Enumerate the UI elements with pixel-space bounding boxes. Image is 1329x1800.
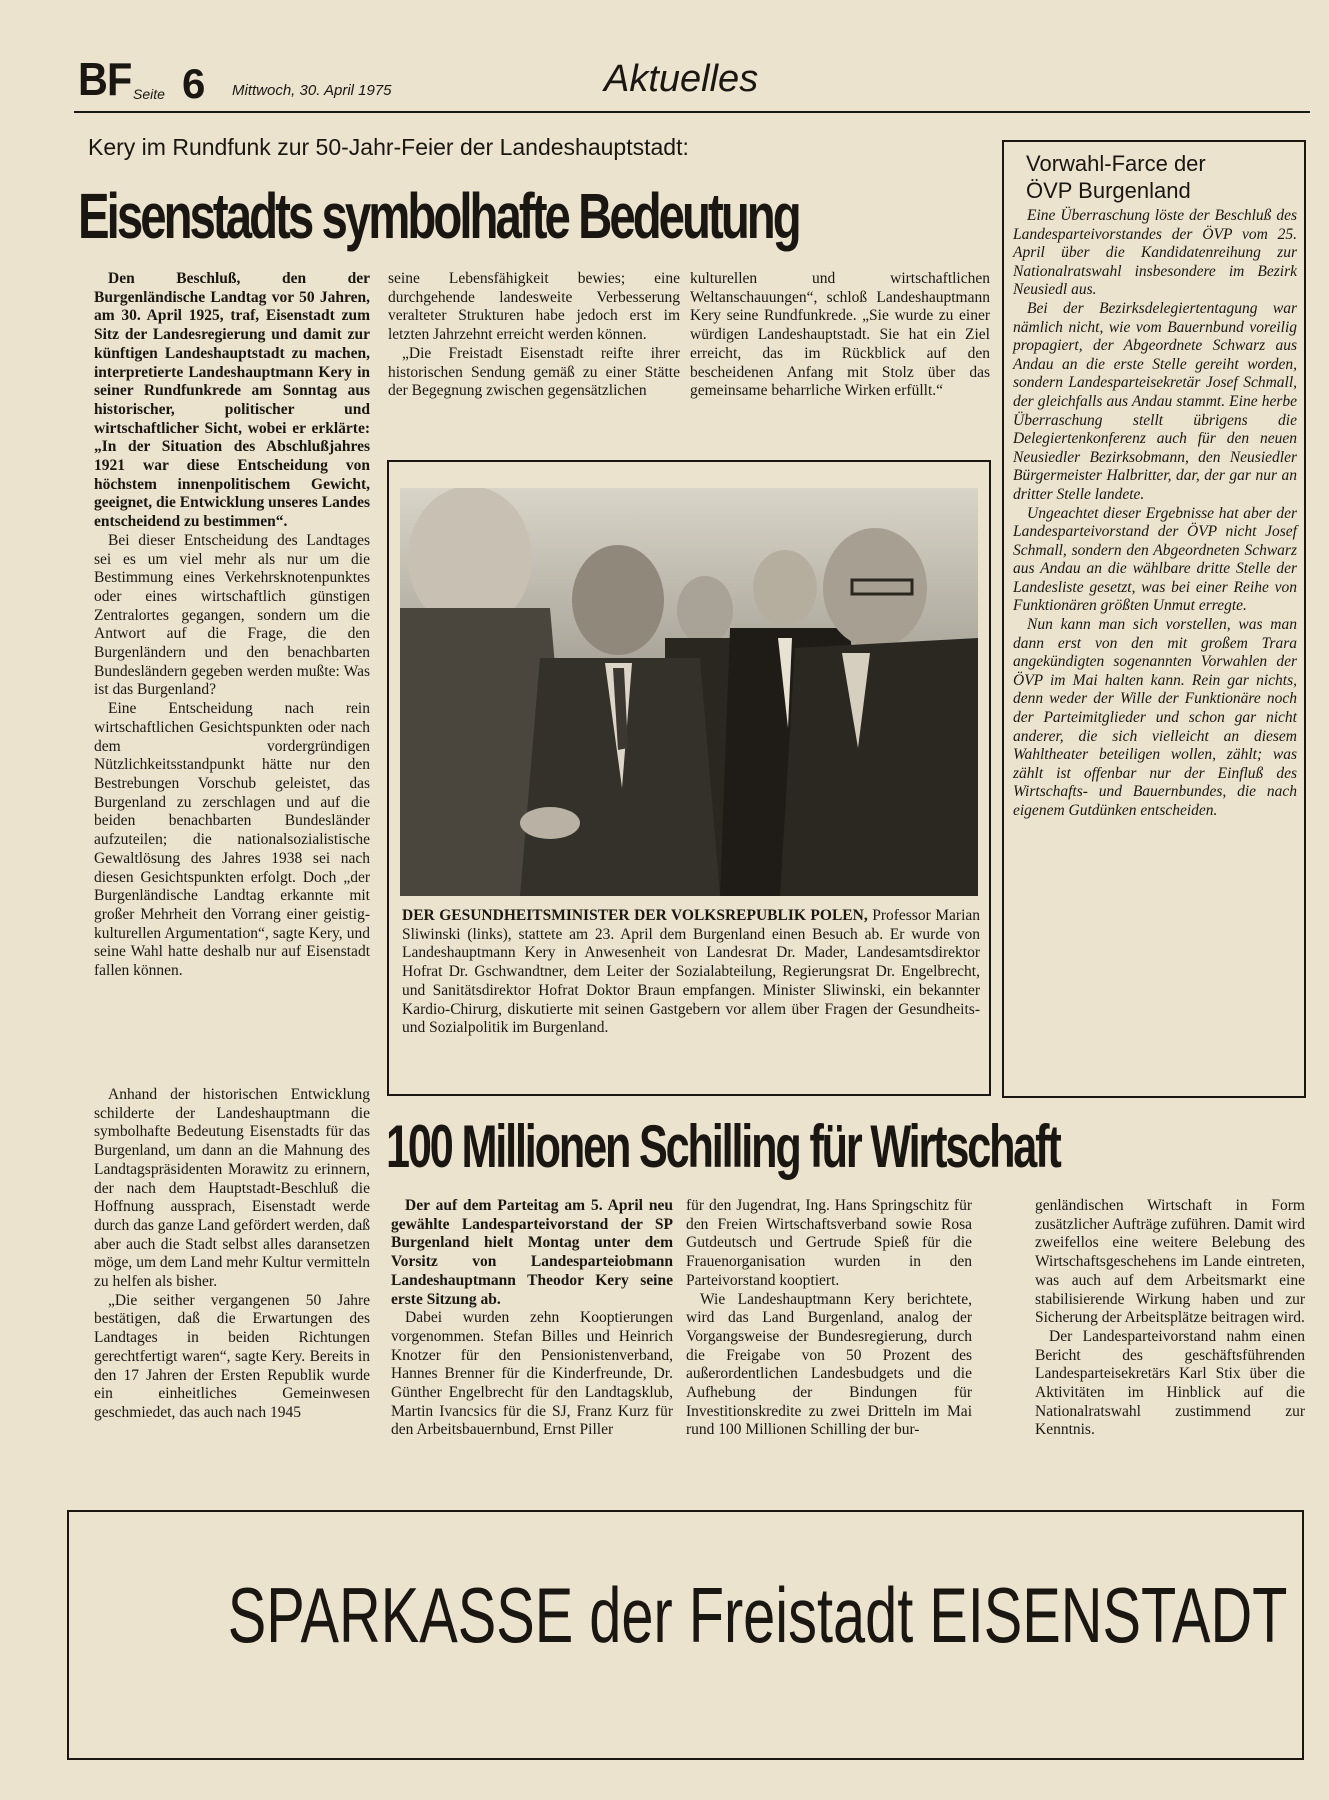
sidebar-body [1013, 207, 1297, 821]
article1-column-2 [388, 270, 680, 401]
article1-lead: Den Beschluß, den der Burgenländische Landtag vor 50 Jahren, am 30. April 1925, traf, Eisenstadt zum Sitz der Landesregierung und damit zur künftigen Landeshauptstadt zu machen, interpretierte Landeshauptmann Kery in seiner Rundfunkrede am Sonntag aus historischer, politischer und wirtschaftlicher Sicht, wobei er erklärte: „In der Situation des Abschlußjahres 1921 war diese Entscheidung von höchstem innenpolitischem Gewicht, geeignet, die Entwicklung unseres Landes entscheidend zu bestimmen“. [94, 270, 370, 531]
sidebar-paragraph: Bei der Bezirksdelegiertentagung war nämlich nicht, wie vom Bauernbund voreilig propagiert, der Abgeordnete Schwarz aus Andau an die erste Stelle gereiht worden, sondern Landesparteisekretär Josef Schmall, der gleichfalls aus Andau stammt. Eine herbe Überraschung stellt übrigens die Delegiertenkonferenz auch für den neuen Neusiedler Bezirksobmann, den Neusiedler Bürgermeister Halbritter, dar, der gar nur an dritter Stelle landete. [1013, 299, 1297, 503]
advertisement-text: SPARKASSE der Freistadt EISENSTADT [227, 1571, 1288, 1659]
article1-paragraph: Anhand der historischen Entwicklung schilderte der Landeshauptmann die symbolhafte Bedeutung Eisenstadts für das Burgenland, um dann an die Mahnung des Landtagspräsidenten Morawitz zu erinnern, der nach dem Hauptstadt-Beschluß die Hoffnung aussprach, Eisenstadt werde durch das ganze Land gefördert werden, daß aber auch die Stadt selbst alles daransetzen möge, um dem Land mehr Kultur vermitteln zu helfen als bisher. [94, 1086, 370, 1291]
article2-column-3 [1035, 1197, 1305, 1440]
article2-paragraph: Der Landesparteivorstand nahm einen Bericht des geschäftsführenden Landesparteisekretärs Karl Stix über die Aktivitäten im Hinblick auf die Nationalratswahl zustimmend zur Kenntnis. [1035, 1327, 1305, 1439]
article1-paragraph: Eine Entscheidung nach rein wirtschaftlichen Gesichtspunkten oder nach dem vordergründigen Nützlichkeitsstandpunkt hätte nur den Bestrebungen Vorschub geleistet, das Burgenland zu zerschlagen und auf die beiden benachbarten Bundesländer aufzuteilen; die nationalsozialistische Gewaltlösung des Jahres 1938 sei nach diesen Gesichtspunkten erfolgt. Doch „der Burgenländische Landtag erkannte mit großer Mehrheit den Vorrang einer geistig-kulturellen Argumentation“, sagte Kery, und seine Wahl hatte deshalb nur auf Eisenstadt fallen können. [94, 700, 370, 980]
article1-paragraph: kulturellen und wirtschaftlichen Weltanschauungen“, schloß Landeshauptmann Kery seine Rundfunkrede. „Sie wurde zu einer würdigen Landeshauptstadt. Sie hat ein Ziel erreicht, das im Rückblick auf den bescheidenen Anfang mit Stolz über das gemeinsame beharrliche Wirken erfüllt.“ [690, 270, 990, 400]
article1-paragraph: Bei dieser Entscheidung des Landtages sei es um viel mehr als nur um die Bestimmung eines Verkehrsknotenpunktes oder eines wirtschaftlich günstigen Zentralortes gegangen, sondern um die Antwort auf die Frage, die den Burgenländern und den benachbarten Bundesländern gegeben werden mußte: Was ist das Burgenland? [94, 531, 370, 699]
article1-paragraph: seine Lebensfähigkeit bewies; eine durchgehende landesweite Verbesserung veralteter Strukturen habe jedoch erst im letzten Jahrzehnt erreicht werden können. [388, 270, 680, 344]
article2-paragraph: genländischen Wirtschaft in Form zusätzlicher Aufträge zuführen. Damit wird zweifellos eine weitere Belebung des Wirtschaftsgeschehens im Lande eintreten, was auch auf dem Arbeitsmarkt eine stabilisierende Wirkung haben und zur Sicherung der Arbeitsplätze beitragen wird. [1035, 1197, 1305, 1327]
sidebar-paragraph: Ungeachtet dieser Ergebnisse hat aber der Landesparteivorstand der ÖVP nicht Josef Schmall, sondern den Abgeordneten Schwarz aus Andau an die wählbare dritte Stelle der Landesliste gesetzt, was bei einer Reihe von Funktionären größten Unmut erregte. [1013, 504, 1297, 615]
article1-paragraph: „Die Freistadt Eisenstadt reifte ihrer historischen Sendung gemäß zu einer Stätte der Begegnung zwischen gegensätzlichen [388, 344, 680, 400]
article1-headline: Eisenstadts symbolhafte Bedeutung [78, 180, 799, 252]
article2-headline: 100 Millionen Schilling für Wirtschaft [386, 1113, 1060, 1180]
article1-paragraph: „Die seither vergangenen 50 Jahre bestätigen, daß die Erwartungen des Landtages in beiden Richtungen gerechtfertigt waren“, sagte Kery. Bereits in den 17 Jahren der Ersten Republik wurde ein einheitliches Gemeinwesen geschmiedet, das auch nach 1945 [94, 1291, 370, 1421]
page-label: Seite [133, 86, 165, 102]
header-rule [74, 111, 1310, 113]
article2-column-2 [686, 1197, 972, 1440]
sidebar-paragraph: Nun kann man sich vorstellen, was man dann erst von den mit großem Trara angekündigten sogenannten Vorwahlen der ÖVP im Mai halten kann. Rein gar nichts, denn weder der Wille der Funktionäre noch der Parteimitglieder und schon gar nicht anderer, die sich vielleicht an diesem Wahltheater beteiligen wollen, zählt; was zählt ist offenbar nur der Einfluß des Wirtschafts- und Bauernbundes, die nach eigenem Gutdünken entscheiden. [1013, 616, 1297, 819]
article1-column-1-cont [94, 1086, 370, 1423]
sidebar-title [1026, 150, 1296, 204]
article2-column-1 [391, 1197, 673, 1440]
sidebar-title-line: Vorwahl-Farce der [1026, 151, 1206, 176]
article2-paragraph: Dabei wurden zehn Kooptierungen vorgenommen. Stefan Billes und Heinrich Knotzer für den Pensionistenverband, Hannes Brenner für die Kinderfreunde, Dr. Günther Engelbrecht für den Landtagsklub, Martin Ivancsics für die SJ, Franz Kurz für den Arbeitsbauernbund, Ernst Piller [391, 1309, 673, 1439]
article2-lead: Der auf dem Parteitag am 5. April neu gewählte Landesparteivorstand der SP Burgenland hielt Montag unter dem Vorsitz von Landesparteiobmann Landeshauptmann Theodor Kery seine erste Sitzung ab. [391, 1197, 673, 1308]
article1-column-1 [94, 270, 370, 981]
article2-paragraph: für den Jugendrat, Ing. Hans Springschitz für den Freien Wirtschaftsverband sowie Rosa Gutdeutsch und Gertrude Spieß für die Frauenorganisation wurden in den Parteivorstand kooptiert. [686, 1197, 972, 1289]
page-number: 6 [182, 60, 206, 107]
article1-kicker: Kery im Rundfunk zur 50-Jahr-Feier der Landeshauptstadt: [88, 134, 689, 160]
masthead-logo: BF [78, 53, 132, 105]
article2-paragraph: Wie Landeshauptmann Kery berichtete, wird das Land Burgenland, analog der Vorgangsweise der Bundesregierung, durch die Freigabe von 50 Prozent des außerordentlichen Landesbudgets und die Aufhebung der Bindungen für Investitionskredite zu zwei Dritteln im Mai rund 100 Millionen Schilling der bur- [686, 1290, 972, 1439]
article1-column-3 [690, 270, 990, 401]
section-title: Aktuelles [604, 58, 759, 100]
news-photo [400, 488, 978, 896]
caption-head: DER GESUNDHEITSMINISTER DER VOLKSREPUBLIK POLEN, [402, 907, 868, 924]
issue-date: Mittwoch, 30. April 1975 [232, 82, 392, 99]
sidebar-title-line: ÖVP Burgenland [1026, 178, 1191, 203]
photo-caption [402, 907, 980, 1038]
caption-body: Professor Marian Sliwinski (links), stattete am 23. April dem Burgenland einen Besuch ab. Er wurde von Landeshauptmann Kery in Anwesenheit von Landesrat Dr. Mader, Landesamtsdirektor Hofrat Dr. Gschwandtner, dem Leiter der Sozialabteilung, Regierungsrat Dr. Engelbrecht, und Sanitätsdirektor Hofrat Doktor Braun empfangen. Minister Sliwinski, ein bekannter Kardio-Chirurg, diskutierte mit seinen Gastgebern vor allem über Fragen der Gesundheits- und Sozialpolitik im Burgenland. [402, 907, 981, 1037]
sidebar-paragraph: Eine Überraschung löste der Beschluß des Landesparteivorstandes der ÖVP vom 25. April über die Kandidatenreihung zur Nationalratswahl insbesondere im Bezirk Neusiedl aus. [1013, 207, 1297, 299]
